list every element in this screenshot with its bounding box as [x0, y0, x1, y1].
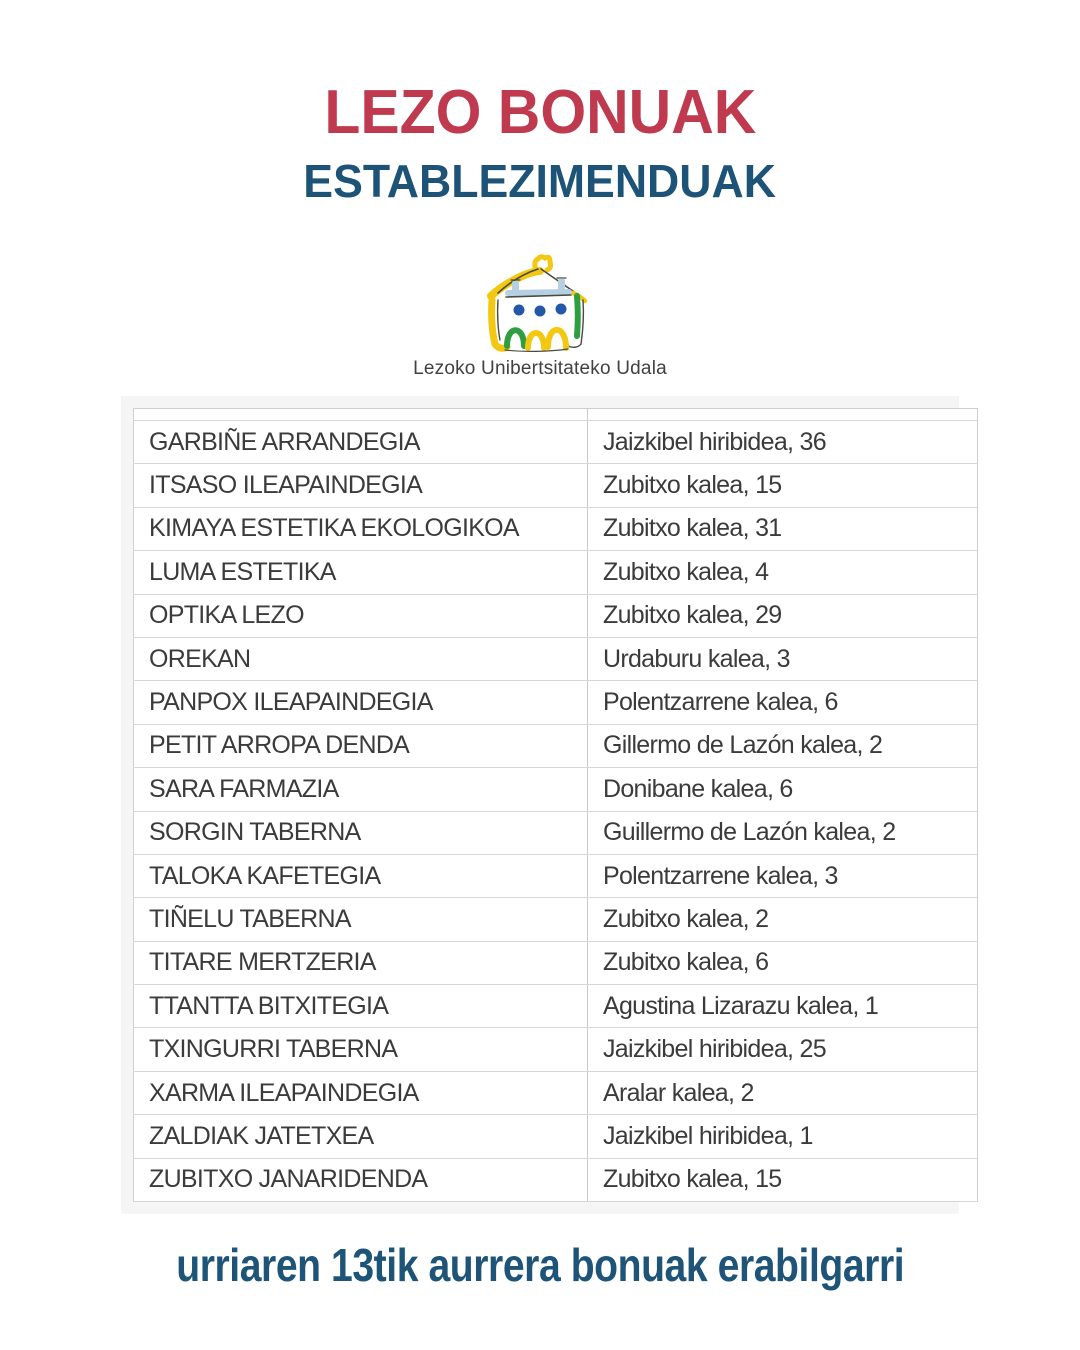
establishments-table-grid [133, 408, 978, 1202]
footer-note: urriaren 13tik aurrera bonuak erabilgarri [176, 1239, 904, 1292]
business-name-cell: OPTIKA LEZO [134, 594, 588, 637]
business-name-cell: XARMA ILEAPAINDEGIA [134, 1071, 588, 1114]
business-name-cell: PANPOX ILEAPAINDEGIA [134, 681, 588, 724]
business-name-cell: KIMAYA ESTETIKA EKOLOGIKOA [134, 507, 588, 550]
table-row [134, 551, 978, 594]
table-row [134, 985, 978, 1028]
business-name-cell: TTANTTA BITXITEGIA [134, 985, 588, 1028]
business-name-cell: TALOKA KAFETEGIA [134, 854, 588, 897]
table-row [134, 854, 978, 897]
table-row [134, 637, 978, 680]
table-row [134, 464, 978, 507]
business-name-cell: SARA FARMAZIA [134, 768, 588, 811]
header [0, 0, 1080, 207]
business-name-cell: OREKAN [134, 637, 588, 680]
table-row [134, 1158, 978, 1201]
table-row [134, 811, 978, 854]
address-cell: Polentzarrene kalea, 3 [588, 854, 978, 897]
address-cell: Zubitxo kalea, 4 [588, 551, 978, 594]
address-cell: Zubitxo kalea, 6 [588, 941, 978, 984]
address-cell: Donibane kalea, 6 [588, 768, 978, 811]
address-cell: Jaizkibel hiribidea, 1 [588, 1115, 978, 1158]
business-name-cell: ITSASO ILEAPAINDEGIA [134, 464, 588, 507]
business-name-cell: TITARE MERTZERIA [134, 941, 588, 984]
logo-caption: Lezoko Unibertsitateko Udala [413, 358, 667, 379]
town-hall-logo-icon [478, 254, 602, 354]
address-cell: Gillermo de Lazón kalea, 2 [588, 724, 978, 767]
cropped-cell [134, 409, 588, 421]
business-name-cell: TXINGURRI TABERNA [134, 1028, 588, 1071]
address-cell: Aralar kalea, 2 [588, 1071, 978, 1114]
table-row [134, 1071, 978, 1114]
business-name-cell: ZALDIAK JATETXEA [134, 1115, 588, 1158]
address-cell: Guillermo de Lazón kalea, 2 [588, 811, 978, 854]
table-row [134, 768, 978, 811]
logo [0, 254, 1080, 380]
address-cell: Zubitxo kalea, 15 [588, 1158, 978, 1201]
cropped-cell [588, 409, 978, 421]
business-name-cell: SORGIN TABERNA [134, 811, 588, 854]
table-row [134, 898, 978, 941]
table-row [134, 1028, 978, 1071]
address-cell: Zubitxo kalea, 2 [588, 898, 978, 941]
footer [0, 1238, 1080, 1292]
table-body [134, 409, 978, 1202]
table-row [134, 1115, 978, 1158]
business-name-cell: PETIT ARROPA DENDA [134, 724, 588, 767]
table-row [134, 941, 978, 984]
address-cell: Jaizkibel hiribidea, 25 [588, 1028, 978, 1071]
establishments-table [133, 408, 947, 1202]
address-cell: Jaizkibel hiribidea, 36 [588, 421, 978, 464]
page-title: LEZO BONUAK [324, 78, 756, 147]
business-name-cell: LUMA ESTETIKA [134, 551, 588, 594]
page-subtitle: ESTABLEZIMENDUAK [303, 155, 777, 207]
address-cell: Polentzarrene kalea, 6 [588, 681, 978, 724]
address-cell: Zubitxo kalea, 29 [588, 594, 978, 637]
table-row [134, 594, 978, 637]
cropped-top-row [134, 409, 978, 421]
address-cell: Zubitxo kalea, 31 [588, 507, 978, 550]
table-row [134, 724, 978, 767]
table-row [134, 681, 978, 724]
address-cell: Agustina Lizarazu kalea, 1 [588, 985, 978, 1028]
address-cell: Zubitxo kalea, 15 [588, 464, 978, 507]
address-cell: Urdaburu kalea, 3 [588, 637, 978, 680]
business-name-cell: GARBIÑE ARRANDEGIA [134, 421, 588, 464]
table-row [134, 507, 978, 550]
business-name-cell: TIÑELU TABERNA [134, 898, 588, 941]
table-row [134, 421, 978, 464]
business-name-cell: ZUBITXO JANARIDENDA [134, 1158, 588, 1201]
